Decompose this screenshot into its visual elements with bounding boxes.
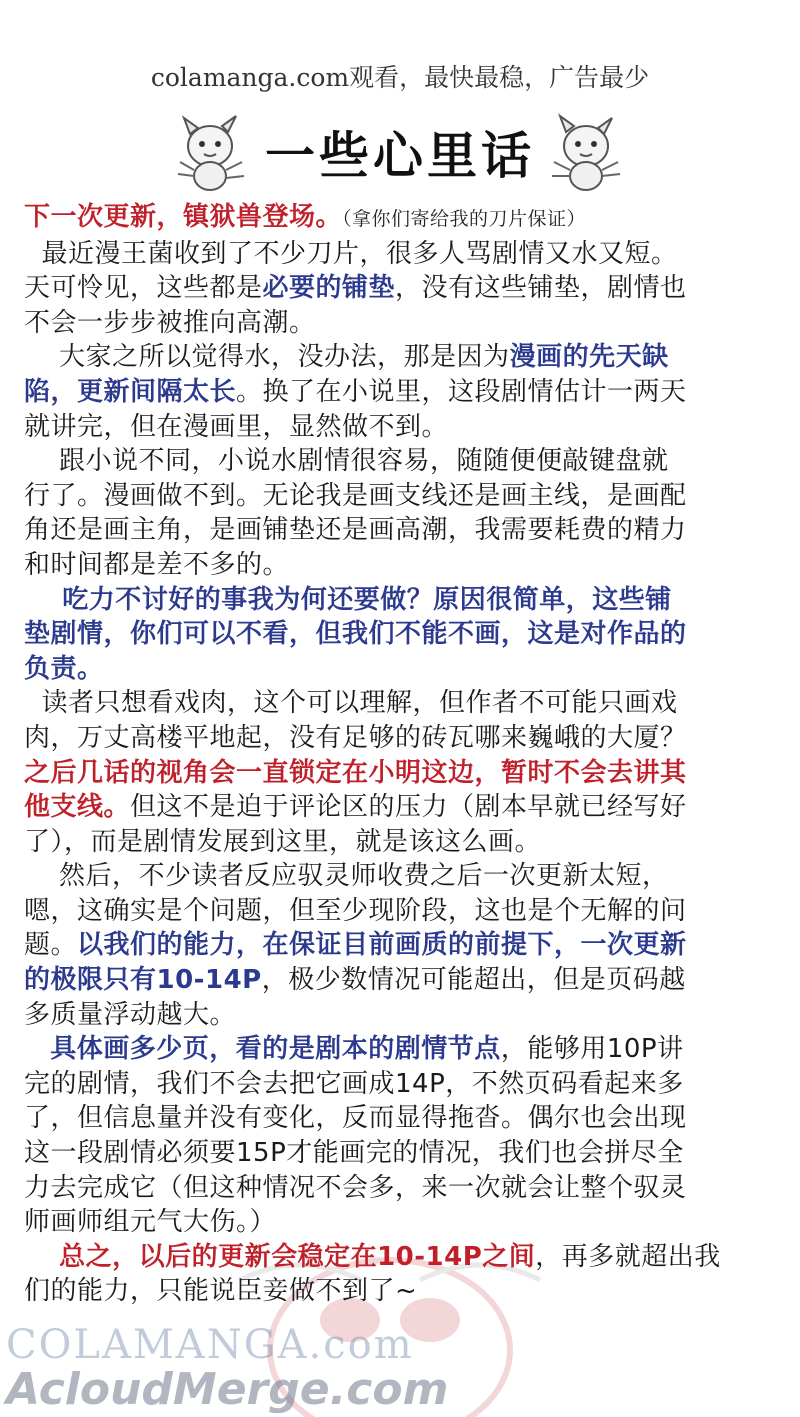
text-line — [24, 721, 780, 756]
text-segment — [24, 1034, 50, 1064]
text-segment: 就讲完，但在漫画里，显然做不到。 — [24, 411, 449, 442]
text-line — [24, 513, 780, 548]
text-line — [24, 1067, 780, 1102]
text-segment: 负责。 — [24, 653, 104, 684]
text-segment: 陷，更新间隔太长 — [24, 376, 237, 407]
text-line — [24, 271, 780, 306]
body-text — [24, 200, 780, 1309]
text-segment: 吃力不讨好的事我为何还要做？原因很简单，这些铺 — [24, 584, 672, 615]
text-line — [24, 375, 780, 410]
text-segment: 力去完成它（但这种情况不会多，来一次就会让整个驭灵 — [24, 1172, 687, 1203]
text-line — [24, 1171, 780, 1206]
text-segment: 题。 — [24, 930, 78, 961]
text-segment: 和时间都是差不多的。 — [24, 549, 290, 580]
text-line — [24, 583, 780, 618]
text-segment — [24, 1242, 59, 1272]
text-line — [24, 444, 780, 479]
text-line — [24, 1101, 780, 1136]
text-line — [24, 928, 780, 963]
text-segment: 漫画的先天缺 — [509, 342, 669, 373]
text-line — [24, 825, 780, 860]
text-segment: 肉，万丈高楼平地起，没有足够的砖瓦哪来巍峨的大厦？ — [24, 722, 687, 753]
text-line — [24, 686, 780, 721]
text-line — [24, 756, 780, 791]
text-segment: 具体画多少页，看的是剧本的剧情节点 — [50, 1034, 501, 1065]
text-segment: （拿你们寄给我的刀片保证） — [342, 208, 587, 230]
text-segment: 下一次更新，镇狱兽登场。 — [24, 202, 343, 232]
text-segment: 以我们的能力，在保证目前画质的前提下，一次更新 — [77, 930, 687, 961]
text-segment: 跟小说不同，小说水剧情很容易，随随便便敲键盘就 — [24, 446, 669, 477]
watermark-acloudmerge: AcloudMerge.com — [6, 1364, 449, 1415]
text-line — [24, 1032, 780, 1067]
text-segment: 他支线。 — [24, 792, 131, 823]
text-segment: 最近漫王菌收到了不少刀片，很多人骂剧情又水又短。 — [24, 238, 678, 269]
title-row — [0, 112, 800, 192]
text-segment: ，能够用10P讲 — [500, 1034, 684, 1065]
text-line — [24, 1205, 780, 1240]
text-line — [24, 790, 780, 825]
text-segment: 师画师组元气大伤。） — [24, 1207, 277, 1238]
text-line — [24, 479, 780, 514]
text-segment: 垫剧情，你们可以不看，但我们不能不画，这是对作品的 — [24, 619, 687, 650]
text-line — [24, 998, 780, 1033]
text-segment: 的极限只有10-14P — [24, 965, 262, 996]
text-segment: 总之，以后的更新会稳定在10-14P之间 — [59, 1241, 536, 1272]
text-line — [24, 548, 780, 583]
text-segment: 嗯，这确实是个问题，但至少现阶段，这也是个无解的问 — [24, 895, 687, 926]
text-segment: 然后，不少读者反应驭灵师收费之后一次更新太短， — [24, 861, 669, 892]
text-segment: 必要的铺垫 — [262, 273, 396, 304]
text-segment: 不会一步步被推向高潮。 — [24, 307, 316, 338]
mascot-right-icon — [548, 112, 626, 194]
text-line — [24, 963, 780, 998]
watermark-colamanga: COLAMANGA.com — [6, 1322, 414, 1368]
text-segment: 们的能力，只能说臣妾做不到了~ — [24, 1276, 418, 1307]
text-segment: 但这不是迫于评论区的压力（剧本早就已经写好 — [130, 792, 687, 823]
page-title: 一些心里话 — [265, 127, 535, 185]
text-segment: ，没有这些铺垫，剧情也 — [395, 273, 687, 304]
text-line — [24, 237, 780, 272]
text-segment: 多质量浮动越大。 — [24, 999, 237, 1030]
text-segment: 行了。漫画做不到。无论我是画支线还是画主线，是画配 — [24, 480, 687, 511]
text-line — [24, 894, 780, 929]
text-segment: 。换了在小说里，这段剧情估计一两天 — [236, 376, 687, 407]
text-line — [24, 1136, 780, 1171]
text-segment: ，再多就超出我 — [535, 1241, 721, 1272]
text-line — [24, 200, 780, 237]
text-segment: 了，但信息量并没有变化，反而显得拖沓。偶尔也会出现 — [24, 1103, 687, 1134]
text-line — [24, 410, 780, 445]
text-line — [24, 1274, 780, 1309]
text-segment: 角还是画主角，是画铺垫还是画高潮，我需要耗费的精力 — [24, 515, 687, 546]
text-segment: 读者只想看戏肉，这个可以理解，但作者不可能只画戏 — [24, 688, 678, 719]
text-segment: 天可怜见，这些都是 — [24, 273, 263, 304]
text-segment: 之后几话的视角会一直锁定在小明这边，暂时不会去讲其 — [24, 757, 687, 788]
text-segment: 了），而是剧情发展到这里，就是该这么画。 — [24, 826, 542, 857]
text-segment: 完的剧情，我们不会去把它画成14P，不然页码看起来多 — [24, 1068, 684, 1099]
text-segment: ，极少数情况可能超出，但是页码越 — [261, 965, 686, 996]
text-line — [24, 859, 780, 894]
text-line — [24, 340, 780, 375]
text-line — [24, 617, 780, 652]
text-segment: 这一段剧情必须要15P才能画完的情况，我们也会拼尽全 — [24, 1138, 684, 1169]
text-line — [24, 1240, 780, 1275]
site-note: colamanga.com观看，最快最稳，广告最少 — [150, 63, 650, 92]
text-line — [24, 306, 780, 341]
text-segment: 大家之所以觉得水，没办法，那是因为 — [24, 342, 510, 373]
text-line — [24, 652, 780, 687]
